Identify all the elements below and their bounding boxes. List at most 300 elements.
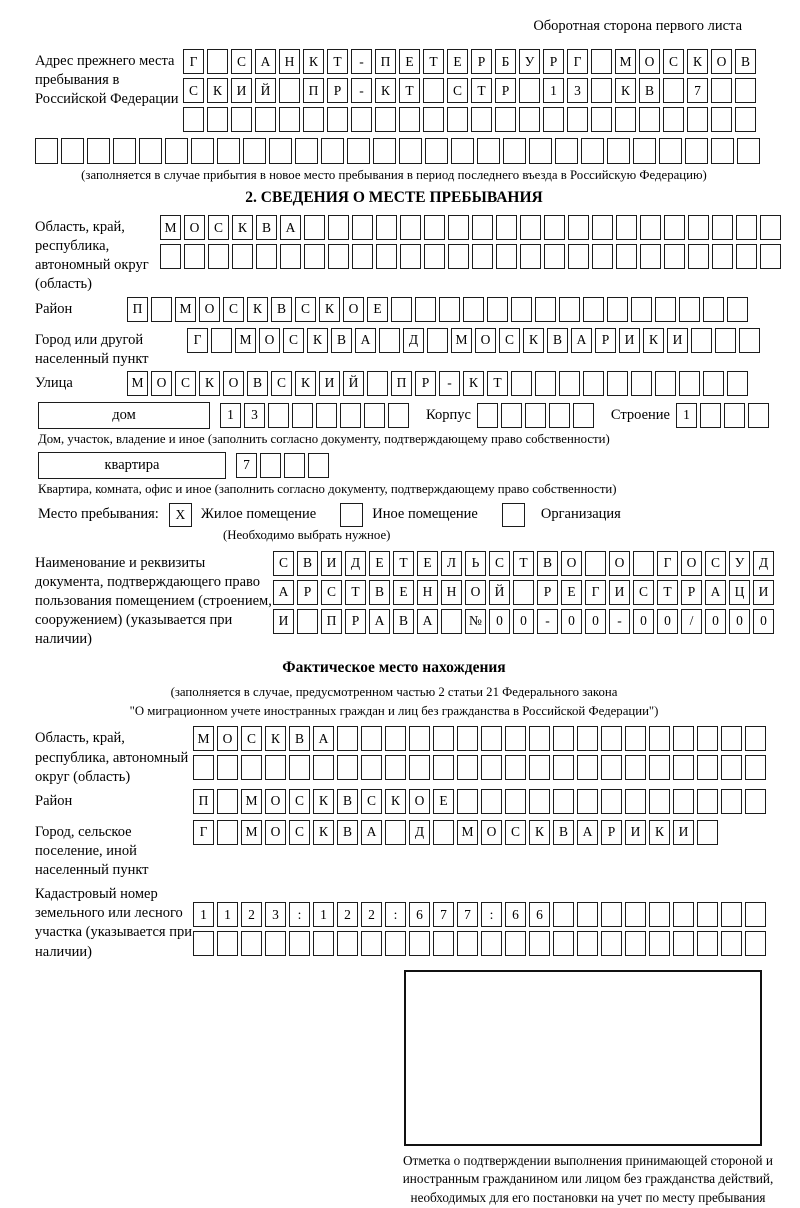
char-box: Г bbox=[585, 580, 606, 605]
char-box: К bbox=[463, 371, 484, 396]
option-residential-label: Жилое помещение bbox=[200, 506, 317, 523]
char-box: - bbox=[537, 609, 558, 634]
page-side-title: Оборотная сторона первого листа bbox=[533, 18, 742, 34]
char-box: М bbox=[615, 49, 636, 74]
char-box: С bbox=[289, 789, 310, 814]
char-box: К bbox=[247, 297, 268, 322]
char-box: М bbox=[451, 328, 472, 353]
char-box: В bbox=[735, 49, 756, 74]
char-box bbox=[160, 244, 181, 269]
apartment-type-box: квартира bbox=[38, 452, 226, 479]
char-box: А bbox=[571, 328, 592, 353]
char-row-apartment-number bbox=[236, 453, 332, 478]
char-box: Е bbox=[367, 297, 388, 322]
char-box: И bbox=[667, 328, 688, 353]
char-box bbox=[625, 931, 646, 956]
char-box: К bbox=[199, 371, 220, 396]
char-box: О bbox=[223, 371, 244, 396]
char-box bbox=[232, 244, 253, 269]
char-box bbox=[567, 107, 588, 132]
char-box bbox=[385, 755, 406, 780]
char-box: Й bbox=[489, 580, 510, 605]
char-box: Р bbox=[297, 580, 318, 605]
char-box bbox=[385, 726, 406, 751]
char-box bbox=[457, 755, 478, 780]
char-box: О bbox=[343, 297, 364, 322]
char-box: Р bbox=[327, 78, 348, 103]
char-box: Р bbox=[543, 49, 564, 74]
char-box: - bbox=[609, 609, 630, 634]
char-box: Д bbox=[345, 551, 366, 576]
char-box bbox=[745, 755, 766, 780]
char-box bbox=[439, 297, 460, 322]
char-box: С bbox=[321, 580, 342, 605]
char-box: 1 bbox=[676, 403, 697, 428]
char-box bbox=[735, 107, 756, 132]
section2-title: 2. СВЕДЕНИЯ О МЕСТЕ ПРЕБЫВАНИЯ bbox=[245, 189, 543, 206]
char-box: 0 bbox=[561, 609, 582, 634]
char-box bbox=[241, 931, 262, 956]
char-box bbox=[559, 297, 580, 322]
char-box bbox=[615, 107, 636, 132]
char-box: С bbox=[633, 580, 654, 605]
char-box: М bbox=[457, 820, 478, 845]
char-box bbox=[361, 755, 382, 780]
house-row bbox=[38, 402, 780, 429]
char-box bbox=[425, 138, 448, 164]
char-box bbox=[433, 931, 454, 956]
char-box: С bbox=[489, 551, 510, 576]
char-box bbox=[260, 453, 281, 478]
char-box bbox=[616, 215, 637, 240]
char-box: 0 bbox=[489, 609, 510, 634]
char-box: 3 bbox=[265, 902, 286, 927]
char-row-prev-address-1 bbox=[183, 49, 759, 74]
field-actual-city bbox=[35, 820, 780, 880]
field-street bbox=[35, 371, 780, 400]
char-box bbox=[640, 215, 661, 240]
char-box bbox=[211, 328, 232, 353]
char-box bbox=[649, 931, 670, 956]
char-box bbox=[727, 297, 748, 322]
premises-hint: (Необходимо выбрать нужное) bbox=[223, 527, 391, 542]
char-box bbox=[577, 755, 598, 780]
char-box: В bbox=[297, 551, 318, 576]
char-row-house-number bbox=[220, 403, 412, 428]
char-box bbox=[451, 138, 474, 164]
char-box: : bbox=[289, 902, 310, 927]
char-box bbox=[577, 931, 598, 956]
char-box: : bbox=[481, 902, 502, 927]
char-box bbox=[477, 138, 500, 164]
char-box bbox=[519, 107, 540, 132]
char-box: В bbox=[537, 551, 558, 576]
char-box: 0 bbox=[513, 609, 534, 634]
char-box bbox=[361, 931, 382, 956]
char-box bbox=[721, 726, 742, 751]
checkbox-residential: X bbox=[169, 503, 192, 527]
char-box bbox=[711, 138, 734, 164]
char-box: Н bbox=[279, 49, 300, 74]
char-box: О bbox=[265, 789, 286, 814]
char-box: О bbox=[561, 551, 582, 576]
char-box: Е bbox=[417, 551, 438, 576]
char-box bbox=[529, 138, 552, 164]
char-box: № bbox=[465, 609, 486, 634]
char-box bbox=[217, 820, 238, 845]
char-box bbox=[303, 107, 324, 132]
char-box: А bbox=[313, 726, 334, 751]
char-box: К bbox=[529, 820, 550, 845]
char-box bbox=[633, 551, 654, 576]
district-label: Район bbox=[35, 300, 73, 317]
char-box bbox=[376, 244, 397, 269]
char-box bbox=[423, 78, 444, 103]
char-box bbox=[457, 789, 478, 814]
char-box: А bbox=[369, 609, 390, 634]
char-box: В bbox=[271, 297, 292, 322]
field-ownership-document bbox=[35, 551, 780, 650]
char-box bbox=[328, 215, 349, 240]
char-box bbox=[520, 215, 541, 240]
char-box: В bbox=[393, 609, 414, 634]
char-box: 2 bbox=[241, 902, 262, 927]
char-row-cadastral-1 bbox=[193, 902, 769, 927]
char-box bbox=[663, 78, 684, 103]
char-row-cadastral-2 bbox=[193, 931, 769, 956]
char-box bbox=[61, 138, 84, 164]
char-box bbox=[525, 403, 546, 428]
char-box bbox=[633, 138, 656, 164]
char-box bbox=[217, 931, 238, 956]
char-box: С bbox=[505, 820, 526, 845]
char-box bbox=[577, 902, 598, 927]
char-box bbox=[433, 726, 454, 751]
char-box bbox=[457, 726, 478, 751]
char-box: М bbox=[235, 328, 256, 353]
char-box bbox=[649, 789, 670, 814]
house-caption: Дом, участок, владение и иное (заполнить согласно документу, подтверждающему право собственности) bbox=[38, 431, 610, 446]
char-box: 7 bbox=[687, 78, 708, 103]
apartment-caption: Квартира, комната, офис и иное (заполнить согласно документу, подтверждающему право собственности) bbox=[38, 481, 617, 496]
char-box: Е bbox=[561, 580, 582, 605]
char-box bbox=[217, 755, 238, 780]
char-box bbox=[472, 215, 493, 240]
char-box: М bbox=[241, 820, 262, 845]
char-row-prev-address-3 bbox=[183, 107, 759, 132]
char-box: Н bbox=[441, 580, 462, 605]
char-box bbox=[321, 138, 344, 164]
char-box bbox=[400, 244, 421, 269]
char-row-document-2 bbox=[273, 580, 777, 605]
char-box: С bbox=[273, 551, 294, 576]
char-box: В bbox=[337, 820, 358, 845]
char-box: Г bbox=[567, 49, 588, 74]
char-box bbox=[409, 755, 430, 780]
char-box bbox=[183, 107, 204, 132]
field-district bbox=[35, 297, 780, 326]
char-box: 0 bbox=[753, 609, 774, 634]
char-box bbox=[496, 215, 517, 240]
char-box bbox=[553, 902, 574, 927]
char-box bbox=[448, 244, 469, 269]
char-box bbox=[35, 138, 58, 164]
char-box: Й bbox=[255, 78, 276, 103]
char-box bbox=[529, 755, 550, 780]
apartment-row bbox=[38, 452, 780, 479]
char-row-city bbox=[187, 328, 763, 353]
char-box bbox=[337, 931, 358, 956]
char-box bbox=[337, 726, 358, 751]
char-box: М bbox=[241, 789, 262, 814]
char-box bbox=[745, 726, 766, 751]
char-box bbox=[697, 820, 718, 845]
actual-location-caption bbox=[8, 683, 780, 720]
previous-address-label: Адрес прежнего места пребывания в Российской Федерации bbox=[35, 53, 179, 108]
char-box: Т bbox=[399, 78, 420, 103]
char-box: Г bbox=[183, 49, 204, 74]
char-box bbox=[649, 755, 670, 780]
char-box bbox=[313, 755, 334, 780]
char-box: 1 bbox=[217, 902, 238, 927]
field-cadastral bbox=[35, 882, 780, 962]
char-box bbox=[409, 931, 430, 956]
char-box bbox=[601, 755, 622, 780]
char-box: 6 bbox=[529, 902, 550, 927]
char-box bbox=[279, 78, 300, 103]
char-box bbox=[448, 215, 469, 240]
char-box bbox=[423, 107, 444, 132]
char-box: 0 bbox=[705, 609, 726, 634]
char-box bbox=[703, 371, 724, 396]
char-box: Д bbox=[409, 820, 430, 845]
char-box bbox=[715, 328, 736, 353]
char-box bbox=[481, 755, 502, 780]
char-box: 3 bbox=[244, 403, 265, 428]
char-box bbox=[607, 297, 628, 322]
char-box bbox=[639, 107, 660, 132]
char-box bbox=[352, 244, 373, 269]
registration-stamp-box bbox=[404, 970, 762, 1146]
char-box bbox=[284, 453, 305, 478]
char-box bbox=[727, 371, 748, 396]
char-box bbox=[351, 107, 372, 132]
char-box: А bbox=[705, 580, 726, 605]
char-box bbox=[379, 328, 400, 353]
char-box bbox=[591, 107, 612, 132]
premises-type-row bbox=[38, 503, 780, 527]
char-box bbox=[265, 931, 286, 956]
char-box: П bbox=[193, 789, 214, 814]
char-box bbox=[256, 244, 277, 269]
char-box: О bbox=[217, 726, 238, 751]
char-box bbox=[625, 755, 646, 780]
char-box: К bbox=[375, 78, 396, 103]
char-box: И bbox=[673, 820, 694, 845]
char-box bbox=[544, 244, 565, 269]
char-box bbox=[313, 931, 334, 956]
char-box: Р bbox=[537, 580, 558, 605]
char-box bbox=[269, 138, 292, 164]
char-box bbox=[447, 107, 468, 132]
char-box: Н bbox=[417, 580, 438, 605]
char-box bbox=[673, 931, 694, 956]
char-box bbox=[631, 297, 652, 322]
cadastral-label: Кадастровый номер земельного или лесного участка (указывается при наличии) bbox=[35, 886, 192, 960]
char-box bbox=[664, 215, 685, 240]
field-city bbox=[35, 328, 780, 369]
char-box bbox=[745, 902, 766, 927]
char-box: К bbox=[313, 820, 334, 845]
char-box: О bbox=[609, 551, 630, 576]
char-box: Т bbox=[657, 580, 678, 605]
char-box: С bbox=[241, 726, 262, 751]
char-box: 0 bbox=[657, 609, 678, 634]
ownership-document-label: Наименование и реквизиты документа, подтверждающего право пользования помещением (строением, сооружением) (указывается при наличии) bbox=[35, 554, 272, 648]
char-box bbox=[535, 297, 556, 322]
checkbox-other-premises bbox=[340, 503, 363, 527]
char-box bbox=[217, 138, 240, 164]
actual-region-label: Область, край, республика, автономный округ (область) bbox=[35, 730, 189, 785]
char-box: К bbox=[307, 328, 328, 353]
char-box bbox=[511, 297, 532, 322]
char-box bbox=[640, 244, 661, 269]
char-box bbox=[511, 371, 532, 396]
char-box bbox=[703, 297, 724, 322]
field-actual-district bbox=[35, 789, 780, 818]
char-box: А bbox=[355, 328, 376, 353]
char-box bbox=[649, 902, 670, 927]
char-box: В bbox=[247, 371, 268, 396]
char-box: П bbox=[321, 609, 342, 634]
char-box: А bbox=[417, 609, 438, 634]
char-box: О bbox=[409, 789, 430, 814]
char-box: О bbox=[711, 49, 732, 74]
char-box: У bbox=[519, 49, 540, 74]
char-box: 1 bbox=[543, 78, 564, 103]
korpus-label: Корпус bbox=[426, 406, 471, 423]
actual-location-caption-line1: (заполняется в случае, предусмотренном частью 2 статьи 21 Федерального закона bbox=[170, 685, 618, 700]
char-box bbox=[736, 244, 757, 269]
char-box bbox=[553, 931, 574, 956]
char-box: Т bbox=[487, 371, 508, 396]
char-box: Д bbox=[753, 551, 774, 576]
char-box: С bbox=[663, 49, 684, 74]
char-box bbox=[340, 403, 361, 428]
char-box: М bbox=[127, 371, 148, 396]
option-organization-label: Организация bbox=[540, 506, 621, 523]
char-box bbox=[472, 244, 493, 269]
char-box: А bbox=[273, 580, 294, 605]
char-box bbox=[316, 403, 337, 428]
char-box bbox=[700, 403, 721, 428]
char-box bbox=[591, 78, 612, 103]
char-box bbox=[712, 215, 733, 240]
char-box bbox=[760, 215, 781, 240]
char-box: К bbox=[523, 328, 544, 353]
char-box: 1 bbox=[220, 403, 241, 428]
char-row-actual-region-1 bbox=[193, 726, 769, 751]
char-box: 2 bbox=[337, 902, 358, 927]
char-box bbox=[687, 107, 708, 132]
char-box bbox=[505, 789, 526, 814]
char-box: И bbox=[319, 371, 340, 396]
char-box: Ц bbox=[729, 580, 750, 605]
char-box: Г bbox=[187, 328, 208, 353]
char-box: Т bbox=[393, 551, 414, 576]
char-box: М bbox=[160, 215, 181, 240]
char-box bbox=[463, 297, 484, 322]
char-box bbox=[697, 931, 718, 956]
char-row-region-1 bbox=[160, 215, 784, 240]
char-box bbox=[529, 931, 550, 956]
char-box: П bbox=[375, 49, 396, 74]
char-box bbox=[616, 244, 637, 269]
char-box bbox=[328, 244, 349, 269]
char-box bbox=[433, 820, 454, 845]
char-box bbox=[555, 138, 578, 164]
char-box bbox=[601, 902, 622, 927]
char-box bbox=[139, 138, 162, 164]
char-box: Е bbox=[447, 49, 468, 74]
char-row-prev-address-2 bbox=[183, 78, 759, 103]
char-box: М bbox=[193, 726, 214, 751]
actual-location-title: Фактическое место нахождения bbox=[282, 659, 506, 677]
char-box bbox=[231, 107, 252, 132]
char-box: А bbox=[361, 820, 382, 845]
char-box bbox=[308, 453, 329, 478]
char-box: В bbox=[256, 215, 277, 240]
actual-district-label: Район bbox=[35, 792, 73, 809]
char-box: О bbox=[265, 820, 286, 845]
char-box bbox=[388, 403, 409, 428]
char-box bbox=[607, 371, 628, 396]
char-box bbox=[724, 403, 745, 428]
char-box: 7 bbox=[433, 902, 454, 927]
region-label: Область, край, республика, автономный округ (область) bbox=[35, 219, 149, 293]
char-box: Б bbox=[495, 49, 516, 74]
char-box bbox=[347, 138, 370, 164]
char-box: П bbox=[303, 78, 324, 103]
char-box: К bbox=[295, 371, 316, 396]
char-box: С bbox=[289, 820, 310, 845]
char-box bbox=[553, 726, 574, 751]
actual-location-caption-line2: "О миграционном учете иностранных граждан и лиц без гражданства в Российской Федерации") bbox=[129, 703, 659, 718]
char-box: П bbox=[127, 297, 148, 322]
char-box: - bbox=[439, 371, 460, 396]
char-box: И bbox=[273, 609, 294, 634]
char-box: Г bbox=[193, 820, 214, 845]
char-box: 6 bbox=[409, 902, 430, 927]
char-box bbox=[165, 138, 188, 164]
char-box: С bbox=[183, 78, 204, 103]
char-box bbox=[592, 215, 613, 240]
char-box bbox=[625, 902, 646, 927]
char-box bbox=[184, 244, 205, 269]
char-box bbox=[655, 297, 676, 322]
checkbox-organization bbox=[502, 503, 525, 527]
char-box: Л bbox=[441, 551, 462, 576]
char-box: В bbox=[553, 820, 574, 845]
char-box: И bbox=[753, 580, 774, 605]
previous-address-caption: (заполняется в случае прибытия в новое место пребывания в период последнего въезда в Российскую Федерацию) bbox=[81, 168, 707, 182]
char-box: У bbox=[729, 551, 750, 576]
char-box: П bbox=[391, 371, 412, 396]
char-box: К bbox=[643, 328, 664, 353]
char-box: В bbox=[289, 726, 310, 751]
city-label: Город или другой населенный пункт bbox=[35, 331, 149, 367]
char-box bbox=[113, 138, 136, 164]
